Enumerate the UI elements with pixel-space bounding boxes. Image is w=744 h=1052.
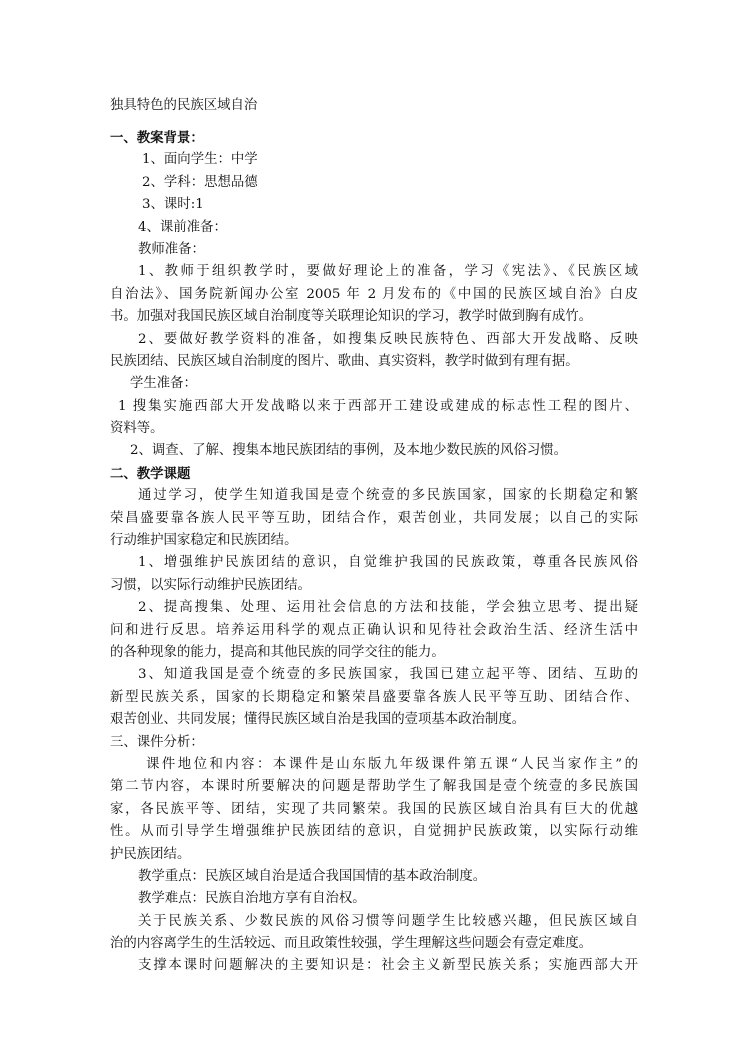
- text-line: 行动维护国家稳定和民族团结。: [110, 533, 298, 549]
- text-line: 学生准备：: [130, 376, 197, 392]
- text-line: 关于民族关系、少数民族的风俗习惯等问题学生比较感兴趣，但民族区域自: [138, 913, 638, 929]
- section-heading: 一、教案背景：: [110, 130, 204, 146]
- text-line: 艰苦创业、共同发展；懂得民族区域自治是我国的壹项基本政治制度。: [110, 712, 526, 728]
- text-line: 3、知道我国是壹个统壹的多民族国家，我国已建立起平等、团结、互助的: [138, 667, 638, 683]
- text-line: 2、提高搜集、处理、运用社会信息的方法和技能，学会独立思考、提出疑: [138, 600, 638, 616]
- text-line: 教师准备：: [138, 241, 205, 257]
- text-line: 民族团结、民族区域自治制度的图片、歌曲、真实资料，教学时做到有理有据。: [110, 353, 579, 369]
- text-line: 习惯，以实际行动维护民族团结。: [110, 577, 311, 593]
- text-line: 2、学科：思想品德: [142, 174, 258, 190]
- text-line: 2、要做好教学资料的准备，如搜集反映民族特色、西部大开发战略、反映: [138, 331, 638, 347]
- text-line: 教学重点：民族区域自治是适合我国国情的基本政治制度。: [138, 868, 487, 884]
- text-line: 自治法》、国务院新闻办公室 2005 年 2 月发布的《中国的民族区域自治》白皮: [110, 286, 638, 302]
- text-line: 1、面向学生：中学: [142, 152, 258, 168]
- text-line: 1、教师于组织教学时，要做好理论上的准备，学习《宪法》、《民族区域: [138, 264, 638, 280]
- text-line: 教学难点：民族自治地方享有自治权。: [138, 891, 366, 907]
- text-line: 护民族团结。: [110, 846, 191, 862]
- text-line: 3、课时:1: [142, 197, 204, 213]
- text-line: 书。加强对我国民族区域自治制度等关联理论知识的学习，教学时做到胸有成竹。: [110, 309, 593, 325]
- section-heading: 三、课件分析：: [110, 734, 204, 750]
- text-line: 1、增强维护民族团结的意识，自觉维护我国的民族政策，尊重各民族风俗: [138, 555, 638, 571]
- text-line: 治的内容离学生的生活较远、而且政策性较强，学生理解这些问题会有壹定难度。: [110, 936, 593, 952]
- text-line: 的各种现象的能力，提高和其他民族的同学交往的能力。: [110, 644, 445, 660]
- text-line: 2、调查、了解、搜集本地民族团结的事例，及本地少数民族的风俗习惯。: [130, 443, 568, 459]
- text-line: 课件地位和内容：本课件是山东版九年级课件第五课“人民当家作主”的: [146, 756, 638, 772]
- text-line: 家，各民族平等、团结，实现了共同繁荣。我国的民族区域自治具有巨大的优越: [110, 801, 638, 817]
- text-line: 荣昌盛要靠各族人民平等互助，团结合作，艰苦创业，共同发展；以自己的实际: [110, 510, 638, 526]
- section-heading: 二、教学课题: [110, 465, 191, 482]
- text-line: 支撑本课时问题解决的主要知识是：社会主义新型民族关系；实施西部大开: [138, 958, 638, 974]
- text-line: 第二节内容，本课时所要解决的问题是帮助学生了解我国是壹个统壹的多民族国: [110, 779, 638, 795]
- text-line: 新型民族关系，国家的长期稳定和繁荣昌盛要靠各族人民平等互助、团结合作、: [110, 689, 638, 705]
- text-line: 资料等。: [110, 421, 164, 437]
- text-line: 通过学习，使学生知道我国是壹个统壹的多民族国家，国家的长期稳定和繁: [138, 488, 638, 504]
- text-line: 问和进行反思。培养运用科学的观点正确认识和见待社会政治生活、经济生活中: [110, 622, 638, 638]
- text-line: 4、课前准备：: [138, 219, 227, 235]
- document-title: 独具特色的民族区域自治: [110, 98, 258, 113]
- text-line: 性。从而引导学生增强维护民族团结的意识，自觉拥护民族政策，以实际行动维: [110, 824, 638, 840]
- text-line: 1 搜集实施西部大开发战略以来于西部开工建设或建成的标志性工程的图片、: [118, 398, 638, 414]
- document-body: [110, 127, 638, 978]
